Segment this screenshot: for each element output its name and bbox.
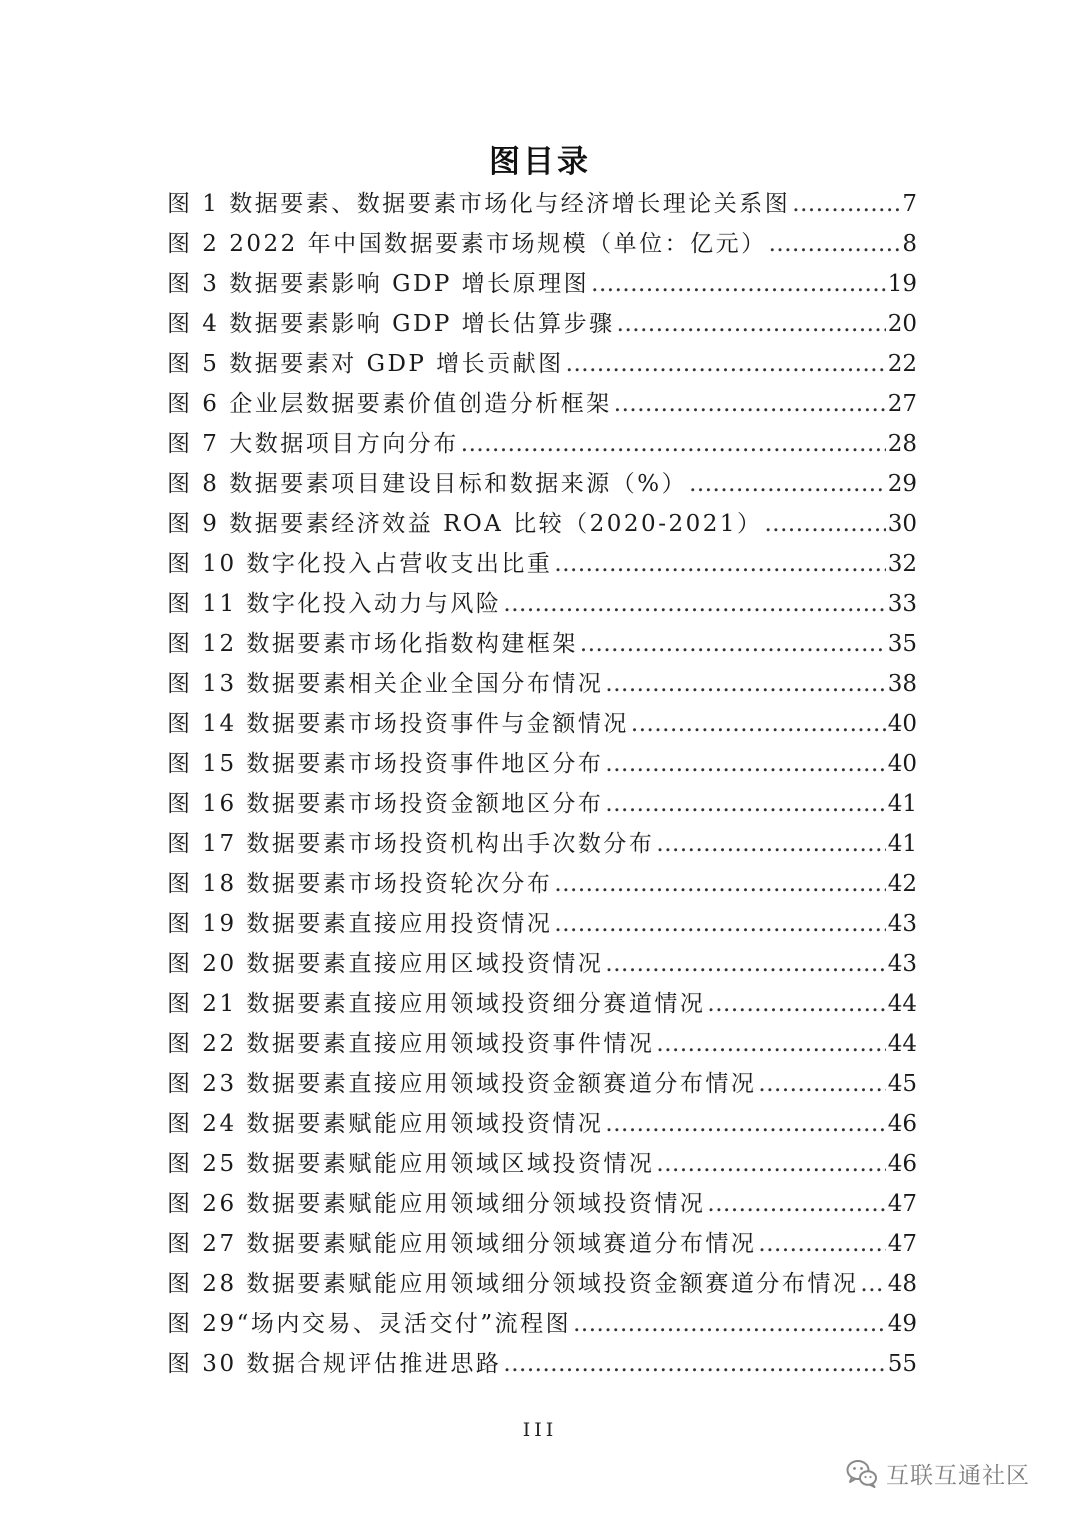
toc-entry-page: 48: [887, 1271, 917, 1297]
toc-entry-label: 图 2 2022 年中国数据要素市场规模（单位：亿元）: [167, 231, 767, 257]
table-of-figures: [167, 184, 917, 1384]
toc-entry-page: 33: [887, 591, 917, 617]
toc-entry-page: 55: [887, 1351, 917, 1377]
toc-entry[interactable]: [167, 1224, 917, 1264]
toc-entry-label: 图 15 数据要素市场投资事件地区分布: [167, 751, 604, 777]
toc-entry[interactable]: [167, 1024, 917, 1064]
watermark: [846, 1457, 1030, 1490]
toc-entry[interactable]: [167, 464, 917, 504]
toc-entry-page: 43: [887, 911, 917, 937]
toc-entry[interactable]: [167, 1104, 917, 1144]
toc-entry-page: 44: [887, 991, 917, 1017]
toc-entry[interactable]: [167, 424, 917, 464]
toc-dot-leader: [605, 784, 885, 824]
toc-entry-label: 图 24 数据要素赋能应用领域投资情况: [167, 1111, 604, 1137]
toc-dot-leader: [860, 1264, 885, 1304]
toc-entry-page: 42: [887, 871, 917, 897]
toc-dot-leader: [758, 1064, 885, 1104]
toc-entry-label: 图 9 数据要素经济效益 ROA 比较（2020-2021）: [167, 511, 763, 537]
toc-entry-page: 47: [887, 1191, 917, 1217]
toc-entry[interactable]: [167, 504, 917, 544]
toc-entry[interactable]: [167, 384, 917, 424]
toc-entry-label: 图 4 数据要素影响 GDP 增长估算步骤: [167, 311, 615, 337]
toc-entry-label: 图 17 数据要素市场投资机构出手次数分布: [167, 831, 655, 857]
toc-entry-page: 32: [887, 551, 917, 577]
toc-dot-leader: [554, 904, 885, 944]
toc-entry-label: 图 29“场内交易、灵活交付”流程图: [167, 1311, 572, 1337]
toc-entry-label: 图 28 数据要素赋能应用领域细分领域投资金额赛道分布情况: [167, 1271, 859, 1297]
toc-entry[interactable]: [167, 1064, 917, 1104]
toc-dot-leader: [792, 184, 900, 224]
toc-entry-page: 41: [887, 791, 917, 817]
toc-entry-label: 图 25 数据要素赋能应用领域区域投资情况: [167, 1151, 655, 1177]
toc-entry-page: 27: [887, 391, 917, 417]
toc-entry-page: 40: [887, 751, 917, 777]
toc-entry-label: 图 8 数据要素项目建设目标和数据来源（%）: [167, 471, 688, 497]
toc-entry[interactable]: [167, 584, 917, 624]
toc-dot-leader: [554, 544, 885, 584]
toc-entry-page: 38: [887, 671, 917, 697]
toc-entry-page: 22: [887, 351, 917, 377]
toc-entry-page: 43: [887, 951, 917, 977]
toc-entry[interactable]: [167, 224, 917, 264]
toc-entry-page: 20: [887, 311, 917, 337]
toc-entry-label: 图 26 数据要素赋能应用领域细分领域投资情况: [167, 1191, 706, 1217]
toc-entry[interactable]: [167, 1304, 917, 1344]
toc-entry-label: 图 5 数据要素对 GDP 增长贡献图: [167, 351, 564, 377]
toc-dot-leader: [605, 944, 885, 984]
toc-dot-leader: [503, 584, 885, 624]
toc-entry-page: 28: [887, 431, 917, 457]
toc-entry-label: 图 13 数据要素相关企业全国分布情况: [167, 671, 604, 697]
toc-dot-leader: [689, 464, 886, 504]
toc-dot-leader: [707, 984, 885, 1024]
toc-dot-leader: [656, 1144, 885, 1184]
toc-entry-label: 图 27 数据要素赋能应用领域细分领域赛道分布情况: [167, 1231, 757, 1257]
toc-entry-label: 图 16 数据要素市场投资金额地区分布: [167, 791, 604, 817]
toc-dot-leader: [631, 704, 886, 744]
toc-dot-leader: [605, 1104, 885, 1144]
toc-entry[interactable]: [167, 1144, 917, 1184]
toc-entry[interactable]: [167, 264, 917, 304]
toc-entry[interactable]: [167, 184, 917, 224]
toc-entry-page: 45: [887, 1071, 917, 1097]
toc-dot-leader: [769, 224, 901, 264]
toc-entry-label: 图 3 数据要素影响 GDP 增长原理图: [167, 271, 590, 297]
toc-entry[interactable]: [167, 824, 917, 864]
toc-entry-page: 44: [887, 1031, 917, 1057]
toc-entry[interactable]: [167, 344, 917, 384]
toc-dot-leader: [573, 1304, 886, 1344]
toc-entry-label: 图 21 数据要素直接应用领域投资细分赛道情况: [167, 991, 706, 1017]
toc-dot-leader: [614, 384, 886, 424]
toc-dot-leader: [580, 624, 886, 664]
toc-entry-label: 图 20 数据要素直接应用区域投资情况: [167, 951, 604, 977]
toc-entry[interactable]: [167, 744, 917, 784]
toc-entry[interactable]: [167, 864, 917, 904]
toc-entry-page: 7: [902, 191, 917, 217]
toc-entry-page: 47: [887, 1231, 917, 1257]
toc-dot-leader: [656, 824, 885, 864]
toc-entry-label: 图 11 数字化投入动力与风险: [167, 591, 502, 617]
toc-entry[interactable]: [167, 1264, 917, 1304]
toc-entry-page: 30: [887, 511, 917, 537]
toc-entry-page: 35: [887, 631, 917, 657]
page-title: 图目录: [489, 144, 591, 180]
toc-entry-page: 40: [887, 711, 917, 737]
toc-entry-label: 图 18 数据要素市场投资轮次分布: [167, 871, 553, 897]
toc-entry[interactable]: [167, 544, 917, 584]
toc-entry-label: 图 12 数据要素市场化指数构建框架: [167, 631, 578, 657]
toc-entry-label: 图 10 数字化投入占营收支出比重: [167, 551, 553, 577]
toc-dot-leader: [656, 1024, 885, 1064]
toc-entry-label: 图 14 数据要素市场投资事件与金额情况: [167, 711, 629, 737]
toc-entry-page: 19: [887, 271, 917, 297]
toc-entry-label: 图 30 数据合规评估推进思路: [167, 1351, 502, 1377]
toc-entry[interactable]: [167, 304, 917, 344]
toc-entry-page: 8: [902, 231, 917, 257]
toc-entry-label: 图 23 数据要素直接应用领域投资金额赛道分布情况: [167, 1071, 757, 1097]
toc-dot-leader: [765, 504, 886, 544]
toc-entry-label: 图 19 数据要素直接应用投资情况: [167, 911, 553, 937]
toc-entry-label: 图 22 数据要素直接应用领域投资事件情况: [167, 1031, 655, 1057]
toc-entry-page: 49: [887, 1311, 917, 1337]
toc-entry-label: 图 1 数据要素、数据要素市场化与经济增长理论关系图: [167, 191, 791, 217]
toc-entry[interactable]: [167, 904, 917, 944]
toc-entry-page: 41: [887, 831, 917, 857]
wechat-icon: [846, 1459, 878, 1489]
toc-entry[interactable]: [167, 1184, 917, 1224]
toc-dot-leader: [605, 664, 885, 704]
toc-entry-page: 46: [887, 1151, 917, 1177]
toc-entry[interactable]: [167, 704, 917, 744]
toc-entry[interactable]: [167, 624, 917, 664]
toc-entry-page: 46: [887, 1111, 917, 1137]
toc-dot-leader: [707, 1184, 885, 1224]
toc-entry-page: 29: [887, 471, 917, 497]
toc-dot-leader: [591, 264, 886, 304]
toc-entry-label: 图 7 大数据项目方向分布: [167, 431, 459, 457]
toc-entry-label: 图 6 企业层数据要素价值创造分析框架: [167, 391, 612, 417]
toc-entry[interactable]: [167, 784, 917, 824]
toc-entry[interactable]: [167, 984, 917, 1024]
toc-dot-leader: [554, 864, 885, 904]
toc-entry[interactable]: [167, 664, 917, 704]
toc-dot-leader: [617, 304, 886, 344]
toc-entry[interactable]: [167, 1344, 917, 1384]
watermark-text: 互联互通社区: [886, 1463, 1030, 1489]
toc-dot-leader: [461, 424, 886, 464]
toc-dot-leader: [758, 1224, 885, 1264]
toc-dot-leader: [566, 344, 886, 384]
page-number: III: [522, 1419, 558, 1441]
toc-dot-leader: [503, 1344, 885, 1384]
toc-dot-leader: [605, 744, 885, 784]
toc-entry[interactable]: [167, 944, 917, 984]
